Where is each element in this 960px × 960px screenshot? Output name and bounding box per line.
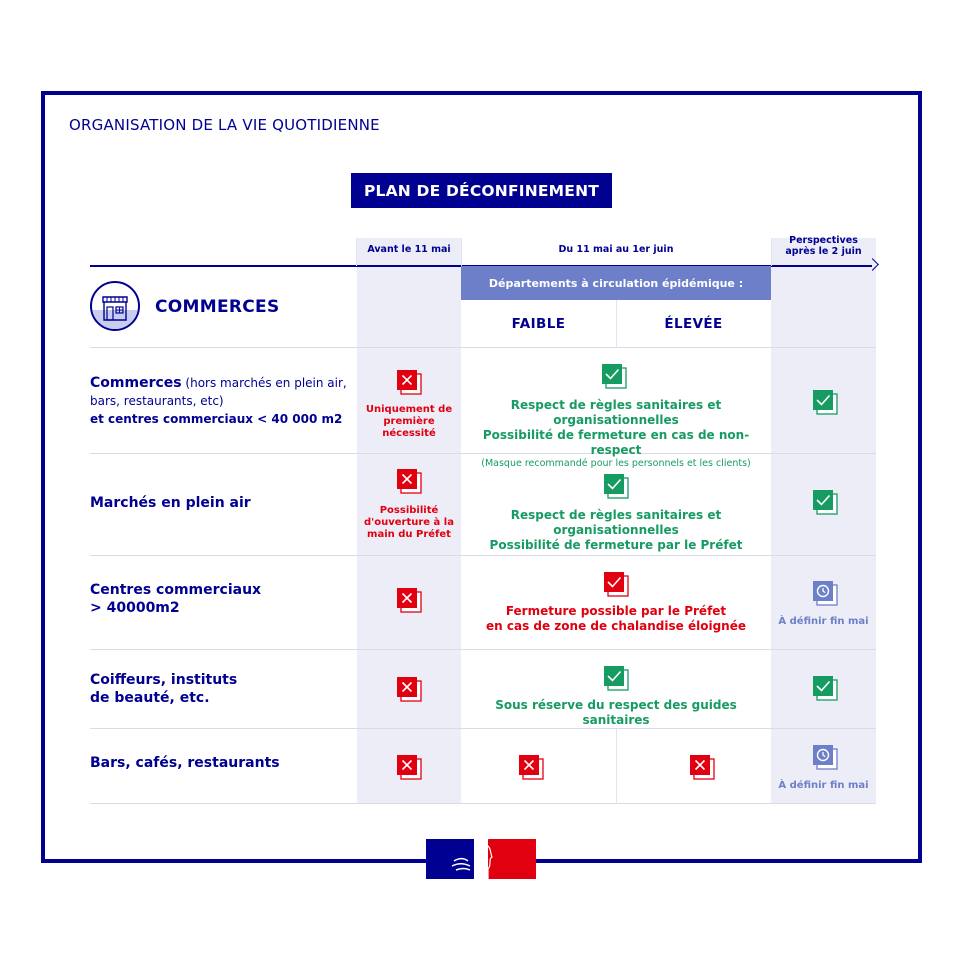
divider [616, 300, 617, 348]
subheader-faible: FAIBLE [511, 316, 566, 332]
du-text [461, 604, 771, 634]
row-divider [90, 555, 876, 556]
avant-note [357, 404, 461, 440]
divider [616, 729, 617, 803]
du-line: Respect de règles sanitaires et organisationnelles [510, 508, 722, 537]
row-divider [90, 803, 876, 804]
row-label-main: Commerces [90, 375, 182, 391]
note-line: main du Préfet [367, 529, 451, 540]
perspectives-line-2: après le 2 juin [785, 246, 862, 257]
row-divider [90, 728, 876, 729]
du-text [461, 508, 771, 553]
divider [461, 238, 462, 266]
check-icon [603, 665, 629, 691]
column-header-avant: Avant le 11 mai [367, 244, 451, 255]
cross-icon [396, 676, 422, 702]
row-label-bars: Bars, cafés, restaurants [90, 755, 280, 771]
shop-icon [90, 281, 140, 331]
du-line: Possibilité de fermeture par le Préfet [489, 538, 743, 552]
cross-icon [689, 754, 715, 780]
subheader-elevee: ÉLEVÉE [664, 316, 723, 332]
divider [356, 238, 357, 266]
check-icon [603, 571, 629, 597]
note-line: Uniquement de [365, 404, 453, 415]
check-icon [812, 389, 838, 415]
cross-icon [396, 468, 422, 494]
du-text [461, 398, 771, 470]
note-line: première nécessité [382, 416, 436, 439]
plan-title-banner: PLAN DE DÉCONFINEMENT [351, 173, 612, 208]
row-label-line: Coiffeurs, instituts [90, 672, 238, 688]
du-line: Fermeture possible par le Préfet [505, 604, 727, 618]
column-header-du: Du 11 mai au 1er juin [558, 244, 674, 255]
column-header-perspectives [771, 235, 876, 257]
note-line: d'ouverture à la [364, 517, 454, 528]
departements-banner: Départements à circulation épidémique : [461, 266, 771, 300]
check-icon [812, 675, 838, 701]
row-divider [90, 347, 876, 348]
du-text: Sous réserve du respect des guides sanitaires [495, 698, 737, 727]
divider [771, 238, 772, 266]
row-label-line: de beauté, etc. [90, 690, 210, 706]
persp-text: À définir fin mai [778, 780, 869, 791]
row-label-coiffeurs [90, 671, 237, 707]
marianne-logo [426, 839, 536, 879]
check-icon [603, 473, 629, 499]
row-label-line: Centres commerciaux [90, 582, 262, 598]
check-icon [812, 489, 838, 515]
persp-text: À définir fin mai [778, 616, 869, 627]
column-perspectives-bg [771, 238, 876, 803]
row-label-line: > 40000m2 [90, 600, 180, 616]
row-label-commerces [90, 374, 350, 428]
row-divider [90, 649, 876, 650]
row-label-centres [90, 581, 261, 617]
page-title: ORGANISATION DE LA VIE QUOTIDIENNE [69, 116, 380, 134]
clock-icon [812, 744, 838, 770]
note-line: Possibilité [379, 505, 439, 516]
clock-icon [812, 580, 838, 606]
cross-icon [396, 587, 422, 613]
du-note: (Masque recommandé pour les personnels et les clients) [481, 458, 751, 469]
cross-icon [518, 754, 544, 780]
row-label-sub: et centres commerciaux < 40 000 m2 [90, 412, 343, 426]
section-title: COMMERCES [155, 297, 280, 317]
cross-icon [396, 754, 422, 780]
avant-note [357, 505, 461, 541]
du-line: Respect de règles sanitaires et organisationnelles [510, 398, 722, 427]
row-label-marches: Marchés en plein air [90, 495, 251, 511]
perspectives-line-1: Perspectives [789, 235, 858, 246]
check-icon [601, 363, 627, 389]
cross-icon [396, 369, 422, 395]
du-line: en cas de zone de chalandise éloignée [486, 619, 746, 633]
du-line: Possibilité de fermeture en cas de non-respect [482, 428, 750, 457]
row-label-small: (hors marchés en plein air, bars, restaurants, etc) [90, 376, 347, 408]
